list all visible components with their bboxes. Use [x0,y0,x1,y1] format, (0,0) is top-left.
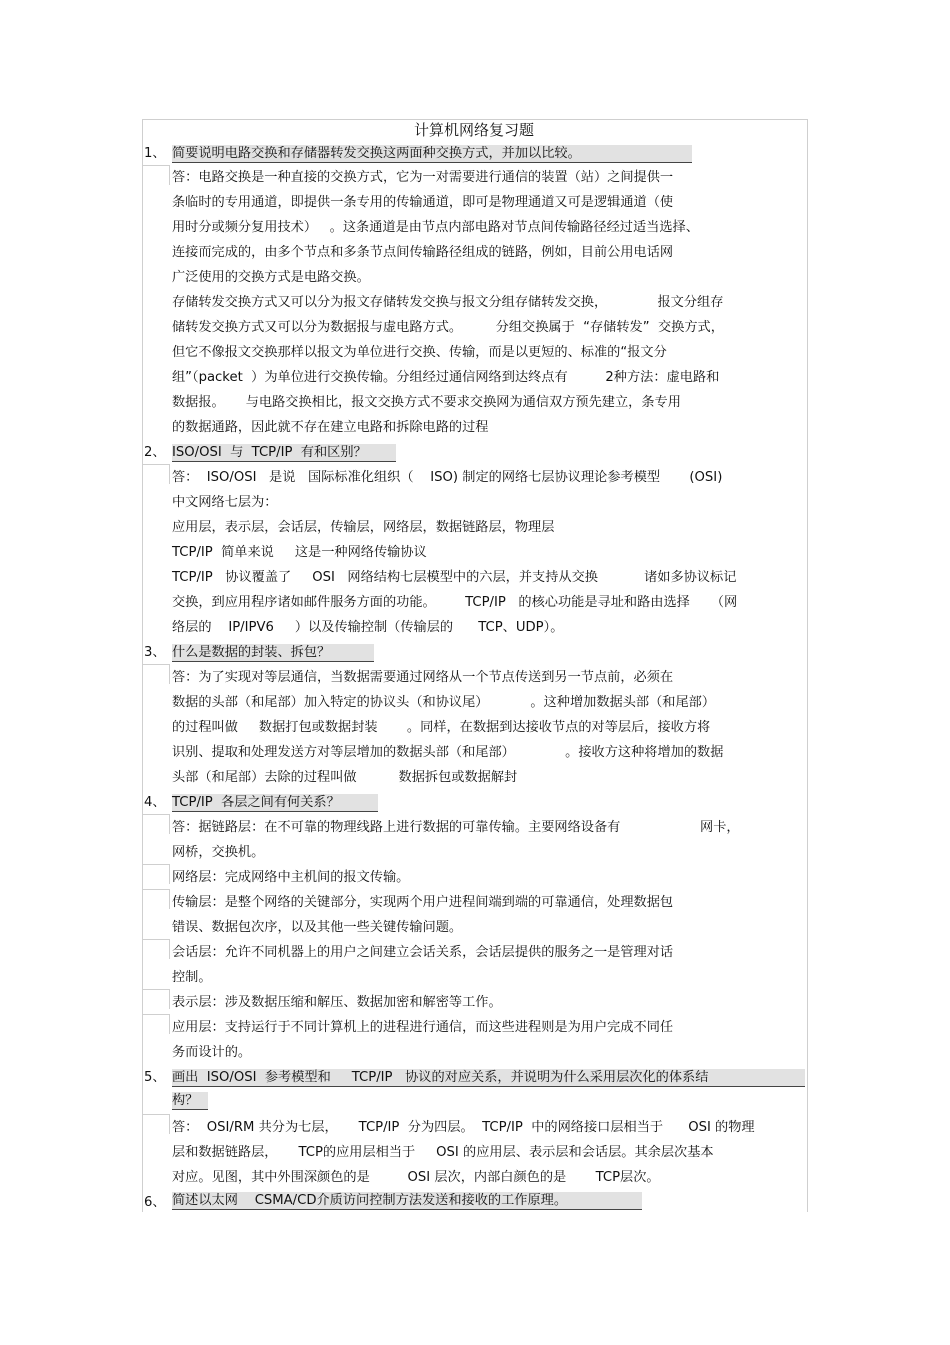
question-3-text: 什么是数据的封装、拆包？ [172,644,374,662]
answer-line: 存储转发交换方式又可以分为报文存储转发交换与报文分组存储转发交换， 报文分组存 [172,295,724,310]
question-3-number: 3、 [144,645,166,660]
answer-line: 层和数据链路层， TCP的应用层相当于 OSI 的应用层、表示层和会话层。其余层次基本 [172,1145,714,1160]
answer-line: 应用层：支持运行于不同计算机上的进程进行通信，而这些进程则是为用户完成不同任 [172,1020,674,1035]
answer-line: 广泛使用的交换方式是电路交换。 [172,270,370,285]
answer-line: 条临时的专用通道，即提供一条专用的传输通道，即可是物理通道又可是逻辑通道（使 [172,195,674,210]
answer-line: 答： ISO/OSI 是说 国际标准化组织（ ISO) 制定的网络七层协议理论参考模型 (OSI) [172,470,723,485]
answer-line: 答：电路交换是一种直接的交换方式，它为一对需要进行通信的装置（站）之间提供一 [172,170,674,185]
question-6-text: 简述以太网 CSMA/CD介质访问控制方法发送和接收的工作原理。 [172,1192,642,1210]
answer-line: 的数据通路，因此就不存在建立电路和拆除电路的过程 [172,420,489,435]
question-1-text: 简要说明电路交换和存储器转发交换这两面种交换方式，并加以比较。 [172,145,692,163]
answer-line: TCP/IP 简单来说 这是一种网络传输协议 [172,545,427,560]
answer-line: 应用层，表示层，会话层，传输层，网络层，数据链路层，物理层 [172,520,555,535]
answer-line: 数据的头部（和尾部）加入特定的协议头（和协议尾） 。这种增加数据头部（和尾部） [172,695,716,710]
answer-line: 错误、数据包次序，以及其他一些关键传输问题。 [172,920,463,935]
answer-line: 答：为了实现对等层通信，当数据需要通过网络从一个节点传送到另一节点前，必须在 [172,670,674,685]
question-1-number: 1、 [144,146,166,161]
answer-line: 网络层：完成网络中主机间的报文传输。 [172,870,410,885]
answer-line: 的过程叫做 数据打包或数据封装 。同样，在数据到达接收节点的对等层后，接收方将 [172,720,711,735]
answer-line: 控制。 [172,970,212,985]
question-5-number: 5、 [144,1070,166,1085]
answer-line: 识别、提取和处理发送方对等层增加的数据头部（和尾部） 。接收方这种将增加的数据 [172,745,724,760]
answer-line: 络层的 IP/IPV6 ）以及传输控制（传输层的 TCP、UDP）。 [172,620,564,635]
answer-line: 数据报。 与电路交换相比，报文交换方式不要求交换网为通信双方预先建立，条专用 [172,395,681,410]
answer-line: 答： OSI/RM 共分为七层， TCP/IP 分为四层。 TCP/IP 中的网络接口层相当于 OSI 的物理 [172,1120,755,1135]
answer-line: 对应。见图，其中外围深颜色的是 OSI 层次，内部白颜色的是 TCP层次。 [172,1170,660,1185]
answer-line: 用时分或频分复用技术） 。这条通道是由节点内部电路对节点间传输路径经过适当选择、 [172,220,699,235]
question-4-number: 4、 [144,795,166,810]
question-5-text: 画出 ISO/OSI 参考模型和 TCP/IP 协议的对应关系，并说明为什么采用层次化的体系结 [172,1069,805,1087]
answer-line: 表示层：涉及数据压缩和解压、数据加密和解密等工作。 [172,995,502,1010]
question-4-text: TCP/IP 各层之间有何关系？ [172,794,378,812]
answer-line: 储转发交换方式又可以分为数据报与虚电路方式。 分组交换属于 “存储转发” 交换方式， [172,320,724,335]
question-6-number: 6、 [144,1195,166,1210]
question-2-number: 2、 [144,445,166,460]
answer-line: 头部（和尾部）去除的过程叫做 数据拆包或数据解封 [172,770,518,785]
answer-line: 会话层：允许不同机器上的用户之间建立会话关系，会话层提供的服务之一是管理对话 [172,945,674,960]
answer-line: 组”（packet ）为单位进行交换传输。分组经过通信网络到达终点有 2种方法：虚电路和 [172,370,720,385]
page-title: 计算机网络复习题 [413,121,534,139]
question-5-text-cont: 构？ [172,1092,208,1110]
answer-line: 交换，到应用程序诸如邮件服务方面的功能。 TCP/IP 的核心功能是寻址和路由选择 （网 [172,595,738,610]
answer-line: 但它不像报文交换那样以报文为单位进行交换、传输，而是以更短的、标准的“报文分 [172,345,667,360]
answer-line: 网桥，交换机。 [172,845,265,860]
answer-line: 传输层：是整个网络的关键部分，实现两个用户进程间端到端的可靠通信，处理数据包 [172,895,674,910]
question-2-text: ISO/OSI 与 TCP/IP 有和区别？ [172,444,396,462]
answer-line: 中文网络七层为： [172,495,278,510]
answer-line: TCP/IP 协议覆盖了 OSI 网络结构七层模型中的六层，并支持从交换 诸如多协议标记 [172,570,737,585]
answer-line: 答：据链路层：在不可靠的物理线路上进行数据的可靠传输。主要网络设备有 网卡， [172,820,740,835]
answer-line: 连接而完成的，由多个节点和多条节点间传输路径组成的链路，例如，目前公用电话网 [172,245,674,260]
answer-line: 务而设计的。 [172,1045,252,1060]
